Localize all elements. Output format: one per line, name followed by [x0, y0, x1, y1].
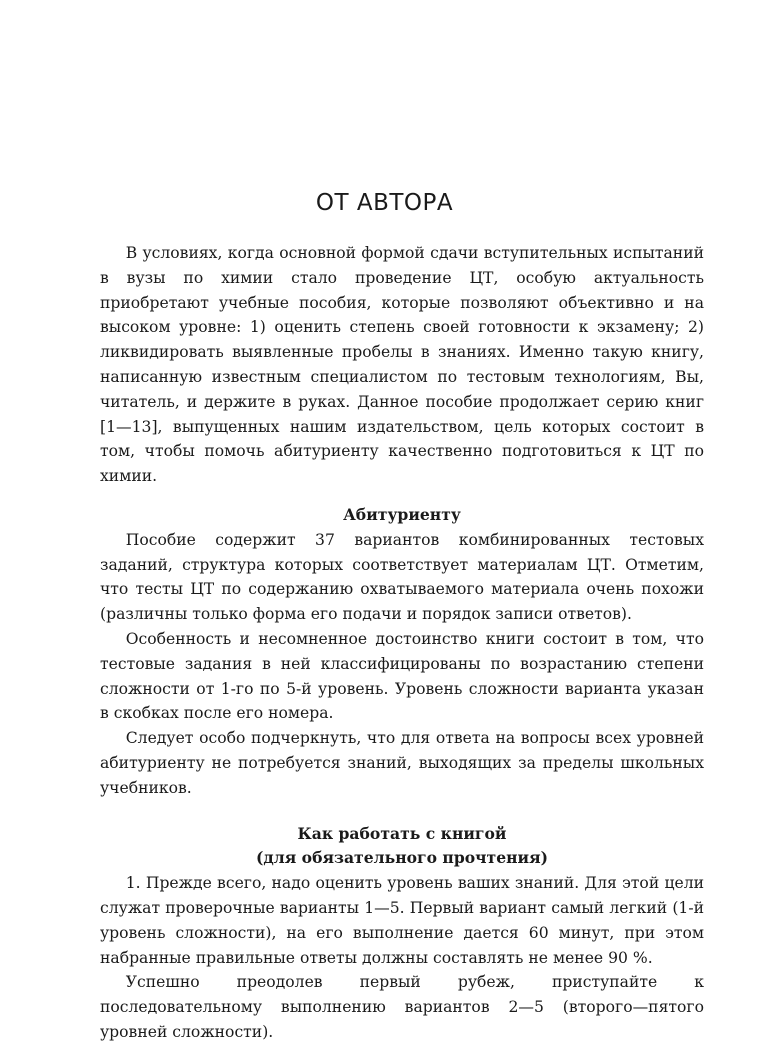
applicant-paragraph-3: Следует особо подчеркнуть, что для ответа на вопросы всех уровней абитуриенту не потребуется знаний, выходящих за пределы школьных учебников.: [100, 729, 704, 797]
applicant-paragraph-2: Особенность и несомненное достоинство книги состоит в том, что тестовые задания в ней классифицированы по возрастанию степени сложности от 1-го по 5-й уровень. Уровень сложности варианта указан в скобках после его номера.: [100, 629, 704, 723]
section-heading-howto: [100, 822, 704, 872]
section-heading-applicant: Абитуриенту: [343, 504, 461, 524]
howto-paragraph-2: Успешно преодолев первый рубеж, приступайте к последовательному выполнению вариантов 2—5 (второго—пятого уровней сложности).: [100, 973, 704, 1041]
howto-paragraph-1: 1. Прежде всего, надо оценить уровень ваших знаний. Для этой цели служат проверочные варианты 1—5. Первый вариант самый легкий (1-й уровень сложности), на его выполнение дается 60 минут, при этом набранные правильные ответы должны составлять не менее 90 %.: [100, 874, 704, 967]
howto-heading-line-1: Как работать с книгой: [297, 823, 507, 843]
page-content: [100, 241, 704, 1045]
page-title: ОТ АВТОРА: [315, 190, 454, 216]
howto-heading-line-2: (для обязательного прочтения): [255, 848, 549, 868]
intro-paragraph: В условиях, когда основной формой сдачи вступительных испытаний в вузы по химии стало проведение ЦТ, особую актуальность приобретают учебные пособия, которые позволяют объективно и на высоком уровне: 1) оценить степень своей готовности к экзамену; 2) ликвидировать выявленные пробелы в знаниях. Именно такую книгу, написанную известным специалистом по тестовым технологиям, Вы, читатель, и держите в руках. Данное пособие продолжает серию книг [1—13], выпущенных нашим издательством, цель которых состоит в том, чтобы помочь абитуриенту качественно подготовиться к ЦТ по химии.: [100, 244, 704, 486]
applicant-paragraph-1: Пособие содержит 37 вариантов комбинированных тестовых заданий, структура которых соответствует материалам ЦТ. Отметим, что тесты ЦТ по содержанию охватываемого материала очень похожи (различны только форма его подачи и порядок записи ответов).: [100, 530, 704, 624]
